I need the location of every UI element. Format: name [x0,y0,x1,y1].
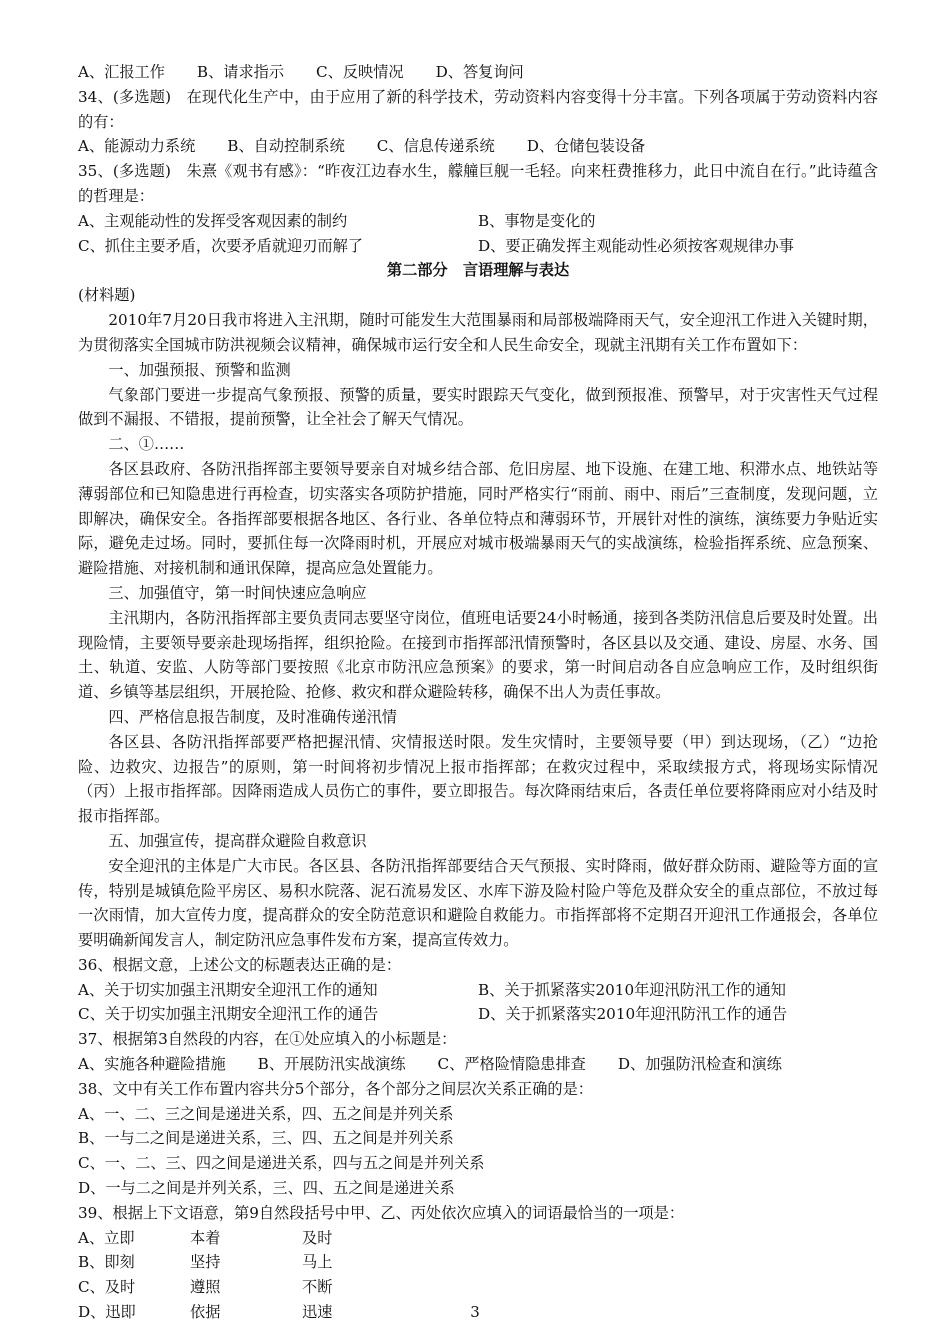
subheading: 三、加强值守，第一时间快速应急响应 [108,583,367,602]
option-cell: 遵照 [190,1278,221,1297]
q35-options-row2 [78,234,878,259]
q39-stem: 39、根据上下文语意，第9自然段括号中甲、乙、丙处依次应填入的词语最恰当的一项是： [78,1203,685,1222]
option: C、信息传递系统 [376,137,495,156]
option: B、关于抓紧落实2010年迎汛防汛工作的通知 [478,980,786,999]
q39-option-row [78,1275,878,1300]
page-number: 3 [470,1303,480,1321]
option: B、开展防汛实战演练 [257,1055,406,1074]
option: D、仓储包装设备 [526,137,646,156]
paragraph: 各区县政府、各防汛指挥部主要领导要亲自对城乡结合部、危旧房屋、地下设施、在建工地、积滞水点、地铁站等薄弱部位和已知隐患进行再检查，切实落实各项防护措施，同时严格实行“雨前、雨中、雨后”三查制度，发现问题，立即解决，确保安全。各指挥部要根据各地区、各行业、各单位特点和薄弱环节，开展针对性的演练，演练要力争贴近实际，避免走过场。同时，要抓住每一次降雨时机，开展应对城市极端暴雨天气的实战演练，检验指挥系统、应急预案、避险措施、对接机制和通讯保障，提高应急处置能力。 [78,459,878,578]
subheading: 五、加强宣传，提高群众避险自救意识 [108,831,367,850]
option-cell: 坚持 [190,1253,221,1272]
option-cell: C、及时 [78,1278,136,1297]
paragraph: 主汛期内，各防汛指挥部主要负责同志要坚守岗位，值班电话要24小时畅通，接到各类防汛信息后要及时处置。出现险情，主要领导要亲赴现场指挥，组织抢险。在接到市指挥部汛情预警时，各区县以及交通、建设、房屋、水务、国土、轨道、安监、人防等部门要按照《北京市防汛应急预案》的要求，第一时间启动各自应急响应工作，及时组织街道、乡镇等基层组织，开展抢险、抢修、救灾和群众避险转移，确保不出人为责任事故。 [78,608,878,702]
paragraph: 气象部门要进一步提高气象预报、预警的质量，要实时跟踪天气变化，做到预报准、预警早，对于灾害性天气过程做到不漏报、不错报，提前预警，让全社会了解天气情况。 [78,385,878,429]
section-title: 第二部分 言语理解与表达 [386,261,570,280]
subheading: 一、加强预报、预警和监测 [108,360,291,379]
q38-stem: 38、文中有关工作布置内容共分5个部分，各个部分之间层次关系正确的是： [78,1079,593,1098]
option: C、反映情况 [316,63,404,81]
option-cell: A、立即 [78,1228,135,1247]
option: C、抓住主要矛盾，次要矛盾就迎刃而解了 [78,236,363,255]
option: C、严格险情隐患排查 [437,1055,586,1074]
option-cell: 马上 [302,1253,333,1272]
option: A、关于切实加强主汛期安全迎汛工作的通知 [78,980,378,999]
q39-option-row [78,1226,878,1251]
option: D、关于抓紧落实2010年迎汛防汛工作的通告 [478,1005,788,1024]
subheading: 四、严格信息报告制度，及时准确传递汛情 [108,707,397,726]
option: D、要正确发挥主观能动性必须按客观规律办事 [478,236,794,255]
material-label: (材料题) [78,286,136,305]
q34-options [78,134,878,159]
option-cell: 不断 [302,1278,333,1297]
q36-stem: 36、根据文意，上述公文的标题表达正确的是： [78,955,402,974]
option: A、主观能动性的发挥受客观因素的制约 [78,211,348,230]
option: D、一与二之间是并列关系，三、四、五之间是递进关系 [78,1179,455,1198]
q37-options [78,1052,878,1077]
q36-options-row2 [78,1002,878,1027]
option: A、能源动力系统 [78,137,196,156]
paragraph: 各区县、各防汛指挥部要严格把握汛情、灾情报送时限。发生灾情时，主要领导要（甲）到达现场，（乙）“边抢险、边救灾、边报告”的原则，第一时间将初步情况上报市指挥部；在救灾过程中，采取续报方式，将现场实际情况（丙）上报市指挥部。因降雨造成人员伤亡的事件，要立即报告。每次降雨结束后，各责任单位要将降雨应对小结及时报市指挥部。 [78,732,878,826]
paragraph: 安全迎汛的主体是广大市民。各区县、各防汛指挥部要结合天气预报、实时降雨，做好群众防雨、避险等方面的宣传，特别是城镇危险平房区、易积水院落、泥石流易发区、水库下游及险村险户等危及群众安全的重点部位，不放过每一次雨情，加大宣传力度，提高群众的安全防范意识和避险自救能力。市指挥部将不定期召开迎汛工作通报会，各单位要明确新闻发言人，制定防汛应急事件发布方案，提高宣传效力。 [78,856,878,950]
option: D、答复询问 [435,63,524,81]
paragraph: 2010年7月20日我市将进入主汛期，随时可能发生大范围暴雨和局部极端降雨天气，安全迎汛工作进入关键时期，为贯彻落实全国城市防洪视频会议精神，确保城市运行安全和人民生命安全，现就主汛期有关工作布置如下： [78,311,878,354]
q35-options-row1 [78,209,878,234]
q39-option-row [78,1250,878,1275]
option: C、关于切实加强主汛期安全迎汛工作的通告 [78,1005,379,1024]
option: B、事物是变化的 [478,211,596,230]
option: C、一、二、三、四之间是递进关系，四与五之间是并列关系 [78,1154,485,1173]
subheading: 二、①…… [108,435,185,454]
option: B、自动控制系统 [227,137,345,156]
q33-options [78,60,878,85]
q37-stem: 37、根据第3自然段的内容，在①处应填入的小标题是： [78,1030,457,1049]
document-page [78,60,878,1325]
option: A、实施各种避险措施 [78,1055,226,1074]
option: B、一与二之间是递进关系，三、四、五之间是并列关系 [78,1129,454,1148]
q36-options-row1 [78,978,878,1003]
option-cell: 本着 [190,1228,221,1247]
q34-stem: 34、(多选题) 在现代化生产中，由于应用了新的科学技术，劳动资料内容变得十分丰富。下列各项属于劳动资料内容的有： [78,87,878,131]
option-cell: B、即刻 [78,1253,135,1272]
option: B、请求指示 [196,63,285,81]
option-cell: 迅速 [302,1303,333,1322]
option-cell: D、迅即 [78,1303,136,1322]
q35-stem: 35、(多选题) 朱熹《观书有感》：“昨夜江边春水生，艨艟巨舰一毛轻。向来枉费推移力，此日中流自在行。”此诗蕴含的哲理是： [78,162,878,205]
option-cell: 及时 [302,1228,333,1247]
option: D、加强防汛检查和演练 [617,1055,782,1074]
option-cell: 依据 [190,1303,221,1322]
option: A、一、二、三之间是递进关系，四、五之间是并列关系 [78,1104,454,1123]
option: A、汇报工作 [78,63,165,81]
